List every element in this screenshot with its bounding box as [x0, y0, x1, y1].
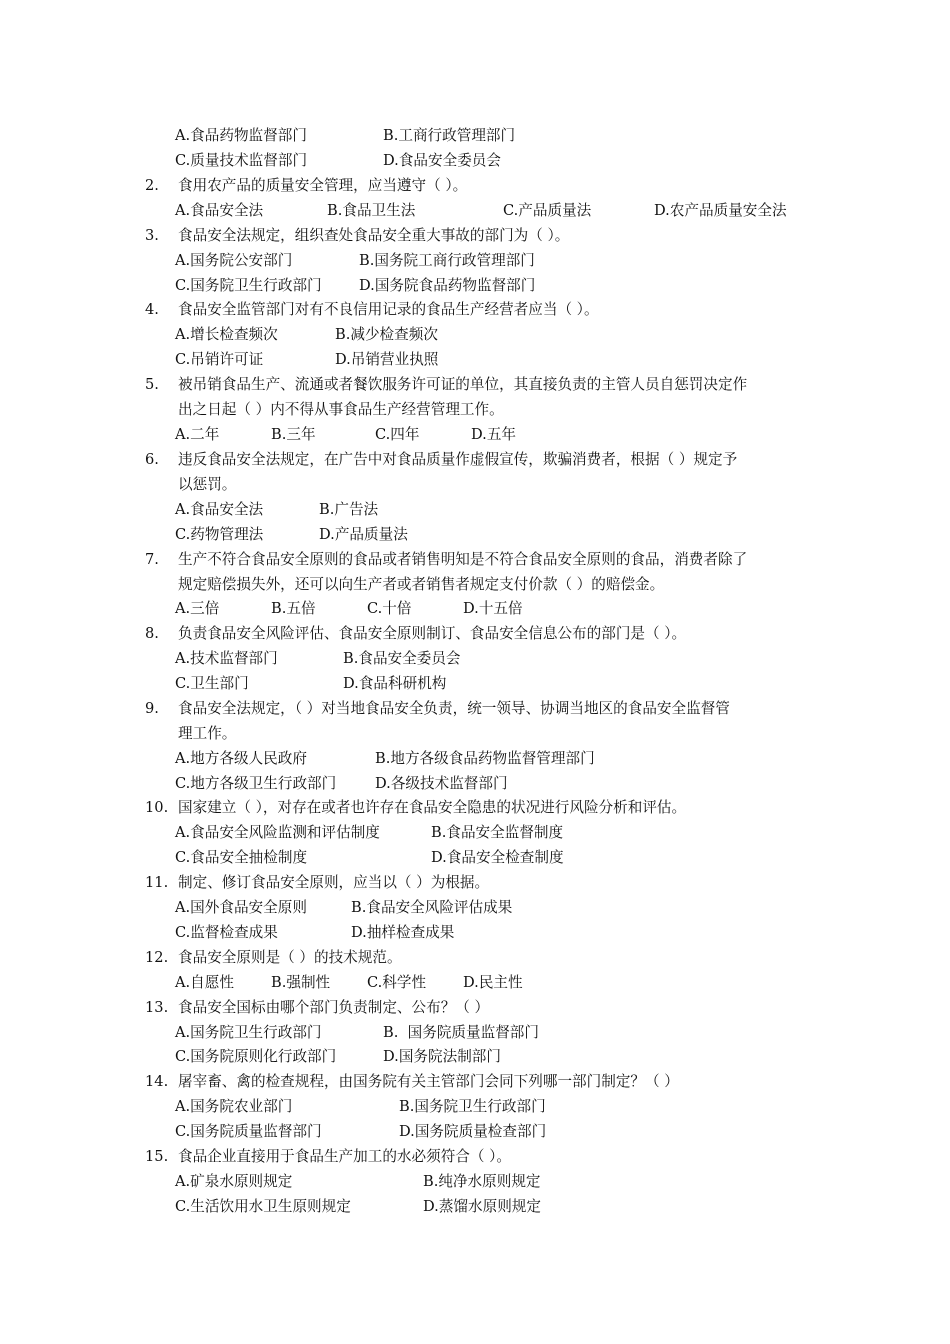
q4-option-d: D.吊销营业执照	[335, 351, 439, 368]
q5-text-line-2: 出之日起（ ）内不得从事食品生产经营管理工作。	[178, 401, 504, 418]
q2-option-b: B.食品卫生法	[327, 202, 416, 219]
q2-option-c: C.产品质量法	[503, 202, 592, 219]
q11-text: 制定、修订食品安全原则，应当以（ ）为根据。	[178, 874, 490, 891]
q10-option-c: C.食品安全抽检制度	[175, 849, 308, 866]
q15-option-a: A.矿泉水原则规定	[175, 1173, 293, 1190]
q12-text: 食品安全原则是（ ）的技术规范。	[178, 949, 402, 966]
q15-option-d: D.蒸馏水原则规定	[423, 1198, 541, 1215]
q13-option-c: C.国务院原则化行政部门	[175, 1048, 337, 1065]
q5-option-d: D.五年	[471, 426, 517, 443]
q10-option-d: D.食品安全检查制度	[431, 849, 564, 866]
q10-option-b: B.食品安全监督制度	[431, 824, 564, 841]
q11-number: 11.	[145, 874, 169, 891]
q11-option-a: A.国外食品安全原则	[175, 899, 307, 916]
q1-option-a: A.食品药物监督部门	[175, 127, 307, 144]
q10-option-a: A.食品安全风险监测和评估制度	[175, 824, 380, 841]
q4-option-a: A.增长检查频次	[175, 326, 278, 343]
q14-option-a: A.国务院农业部门	[175, 1098, 293, 1115]
q13-option-d: D.国务院法制部门	[383, 1048, 501, 1065]
q6-text-line-2: 以惩罚。	[178, 476, 237, 493]
q4-number: 4.	[145, 301, 159, 318]
q4-text: 食品安全监管部门对有不良信用记录的食品生产经营者应当（ ）。	[178, 301, 599, 318]
q9-text-line-1: 食品安全法规定，（ ）对当地食品安全负责，统一领导、协调当地区的食品安全监督管	[178, 700, 730, 717]
q7-option-d: D.十五倍	[463, 600, 523, 617]
q6-option-a: A.食品安全法	[175, 501, 264, 518]
q10-text: 国家建立（ ），对存在或者也许存在食品安全隐患的状况进行风险分析和评估。	[178, 799, 687, 816]
q2-text: 食用农产品的质量安全管理，应当遵守（ ）。	[178, 177, 468, 194]
q8-option-d: D.食品科研机构	[343, 675, 447, 692]
q9-number: 9.	[145, 700, 159, 717]
q5-option-c: C.四年	[375, 426, 420, 443]
q13-option-a: A.国务院卫生行政部门	[175, 1024, 322, 1041]
q12-option-c: C.科学性	[367, 974, 427, 991]
q6-number: 6.	[145, 451, 159, 468]
q12-option-a: A.自愿性	[175, 974, 234, 991]
q7-number: 7.	[145, 551, 159, 568]
q3-text: 食品安全法规定，组织查处食品安全重大事故的部门为（ ）。	[178, 227, 570, 244]
q3-option-b: B.国务院工商行政管理部门	[359, 252, 535, 269]
q2-option-a: A.食品安全法	[175, 202, 264, 219]
q11-option-b: B.食品安全风险评估成果	[351, 899, 513, 916]
q8-number: 8.	[145, 625, 159, 642]
q2-option-d: D.农产品质量安全法	[654, 202, 787, 219]
q5-option-b: B.三年	[271, 426, 316, 443]
q6-option-c: C.药物管理法	[175, 526, 264, 543]
q5-option-a: A.二年	[175, 426, 220, 443]
q7-option-c: C.十倍	[367, 600, 412, 617]
q13-number: 13.	[145, 999, 169, 1016]
q5-number: 5.	[145, 376, 159, 393]
q8-text: 负责食品安全风险评估、食品安全原则制订、食品安全信息公布的部门是（ ）。	[178, 625, 687, 642]
q12-option-d: D.民主性	[463, 974, 523, 991]
q15-text: 食品企业直接用于食品生产加工的水必须符合（ ）。	[178, 1148, 511, 1165]
q5-text-line-1: 被吊销食品生产、流通或者餐饮服务许可证的单位，其直接负责的主管人员自惩罚决定作	[178, 376, 748, 393]
q8-option-a: A.技术监督部门	[175, 650, 278, 667]
q6-option-d: D.产品质量法	[319, 526, 408, 543]
q4-option-b: B.减少检查频次	[335, 326, 438, 343]
q6-text-line-1: 违反食品安全法规定，在广告中对食品质量作虚假宣传，欺骗消费者，根据（ ）规定予	[178, 451, 738, 468]
q1-option-c: C.质量技术监督部门	[175, 152, 308, 169]
q3-number: 3.	[145, 227, 159, 244]
q14-option-c: C.国务院质量监督部门	[175, 1123, 322, 1140]
q12-number: 12.	[145, 949, 169, 966]
q3-option-d: D.国务院食品药物监督部门	[359, 277, 536, 294]
q9-option-d: D.各级技术监督部门	[375, 775, 508, 792]
q10-number: 10.	[145, 799, 169, 816]
q13-text: 食品安全国标由哪个部门负责制定、公布？（ ）	[178, 999, 490, 1016]
q15-number: 15.	[145, 1148, 169, 1165]
q7-text-line-2: 规定赔偿损失外，还可以向生产者或者销售者规定支付价款（ ）的赔偿金。	[178, 576, 665, 593]
q9-option-b: B.地方各级食品药物监督管理部门	[375, 750, 595, 767]
q11-option-d: D.抽样检查成果	[351, 924, 455, 941]
q1-option-d: D.食品安全委员会	[383, 152, 501, 169]
q12-option-b: B.强制性	[271, 974, 331, 991]
q9-option-a: A.地方各级人民政府	[175, 750, 307, 767]
q13-option-b: B. 国务院质量监督部门	[383, 1024, 539, 1041]
q7-text-line-1: 生产不符合食品安全原则的食品或者销售明知是不符合食品安全原则的食品，消费者除了	[178, 551, 748, 568]
q14-option-d: D.国务院质量检查部门	[399, 1123, 547, 1140]
q7-option-a: A.三倍	[175, 600, 220, 617]
q2-number: 2.	[145, 177, 159, 194]
q9-option-c: C.地方各级卫生行政部门	[175, 775, 337, 792]
q3-option-c: C.国务院卫生行政部门	[175, 277, 322, 294]
q1-option-b: B.工商行政管理部门	[383, 127, 516, 144]
q6-option-b: B.广告法	[319, 501, 379, 518]
q3-option-a: A.国务院公安部门	[175, 252, 293, 269]
q8-option-c: C.卫生部门	[175, 675, 249, 692]
q9-text-line-2: 理工作。	[178, 725, 237, 742]
q14-option-b: B.国务院卫生行政部门	[399, 1098, 546, 1115]
q4-option-c: C.吊销许可证	[175, 351, 264, 368]
q7-option-b: B.五倍	[271, 600, 316, 617]
q14-text: 屠宰畜、禽的检查规程，由国务院有关主管部门会同下列哪一部门制定？（ ）	[178, 1073, 679, 1090]
q8-option-b: B.食品安全委员会	[343, 650, 461, 667]
q15-option-b: B.纯净水原则规定	[423, 1173, 541, 1190]
q14-number: 14.	[145, 1073, 169, 1090]
q11-option-c: C.监督检查成果	[175, 924, 278, 941]
q15-option-c: C.生活饮用水卫生原则规定	[175, 1198, 351, 1215]
